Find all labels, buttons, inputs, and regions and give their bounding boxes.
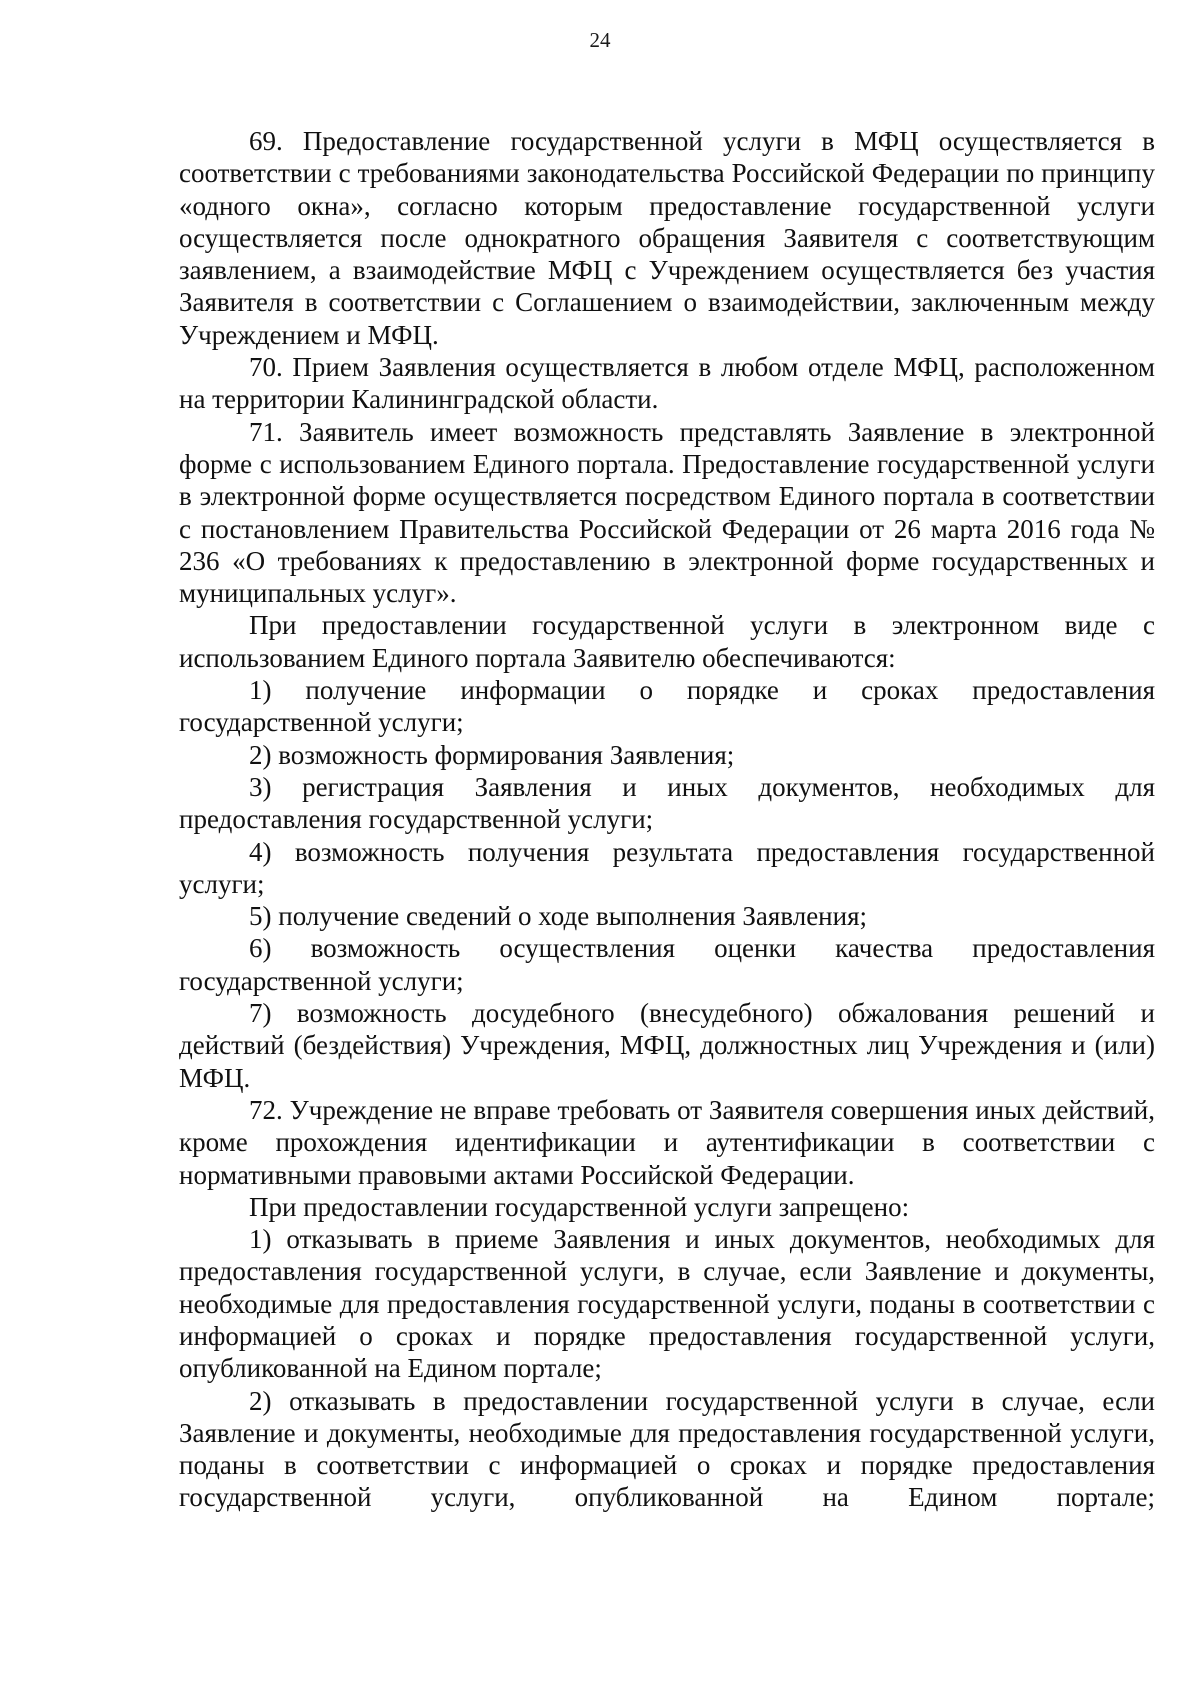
paragraph-71-intro: При предоставлении государственной услуги в электронном виде с использованием Единого портала Заявителю обеспечиваются: <box>179 610 1155 673</box>
paragraph-70: 70. Прием Заявления осуществляется в любом отделе МФЦ, расположенном на территории Калининградской области. <box>179 352 1155 415</box>
list-item-3: 3) регистрация Заявления и иных документов, необходимых для предоставления государственной услуги; <box>179 771 1155 835</box>
prohibition-item-2: 2) отказывать в предоставлении государственной услуги в случае, если Заявление и документы, необходимые для предоставления государственной услуги, поданы в соответствии с информацией о сроках и порядке предоставления государственной услуги, опубликованной на Едином портале; <box>179 1385 1155 1513</box>
list-item-7: 7) возможность досудебного (внесудебного) обжалования решений и действий (бездействия) Учреждения, МФЦ, должностных лиц Учреждения и (или) МФЦ. <box>179 998 1155 1093</box>
list-item-1: 1) получение информации о порядке и сроках предоставления государственной услуги; <box>179 675 1155 738</box>
paragraph-71: 71. Заявитель имеет возможность представлять Заявление в электронной форме с использованием Единого портала. Предоставление государственной услуги в электронной форме осуществляется посредством Единого портала в соответствии с постановлением Правительства Российской Федерации от 26 марта 2016 года № 236 «О требованиях к предоставлению в электронной форме государственных и муниципальных услуг». <box>179 416 1155 609</box>
paragraph-72: 72. Учреждение не вправе требовать от Заявителя совершения иных действий, кроме прохождения идентификации и аутентификации в соответствии с нормативными правовыми актами Российской Федерации. <box>179 1094 1155 1190</box>
list-item-2: 2) возможность формирования Заявления; <box>249 739 735 770</box>
prohibition-item-1: 1) отказывать в приеме Заявления и иных документов, необходимых для предоставления государственной услуги, в случае, если Заявление и документы, необходимые для предоставления государственной услуги, поданы в соответствии с информацией о сроках и порядке предоставления государственной услуги, опубликованной на Едином портале; <box>179 1224 1155 1384</box>
page-number: 24 <box>589 28 611 52</box>
list-item-4: 4) возможность получения результата предоставления государственной услуги; <box>179 836 1155 899</box>
paragraph-69: 69. Предоставление государственной услуги в МФЦ осуществляется в соответствии с требованиями законодательства Российской Федерации по принципу «одного окна», согласно которым предоставление государственной услуги осуществляется после однократного обращения Заявителя с соответствующим заявлением, а взаимодействие МФЦ с Учреждением осуществляется без участия Заявителя в соответствии с Соглашением о взаимодействии, заключенным между Учреждением и МФЦ. <box>179 126 1155 350</box>
list-item-6: 6) возможность осуществления оценки качества предоставления государственной услуги; <box>179 933 1155 996</box>
list-item-5: 5) получение сведений о ходе выполнения Заявления; <box>249 901 867 932</box>
document-body <box>179 125 1155 1514</box>
paragraph-72-intro: При предоставлении государственной услуги запрещено: <box>249 1191 910 1222</box>
